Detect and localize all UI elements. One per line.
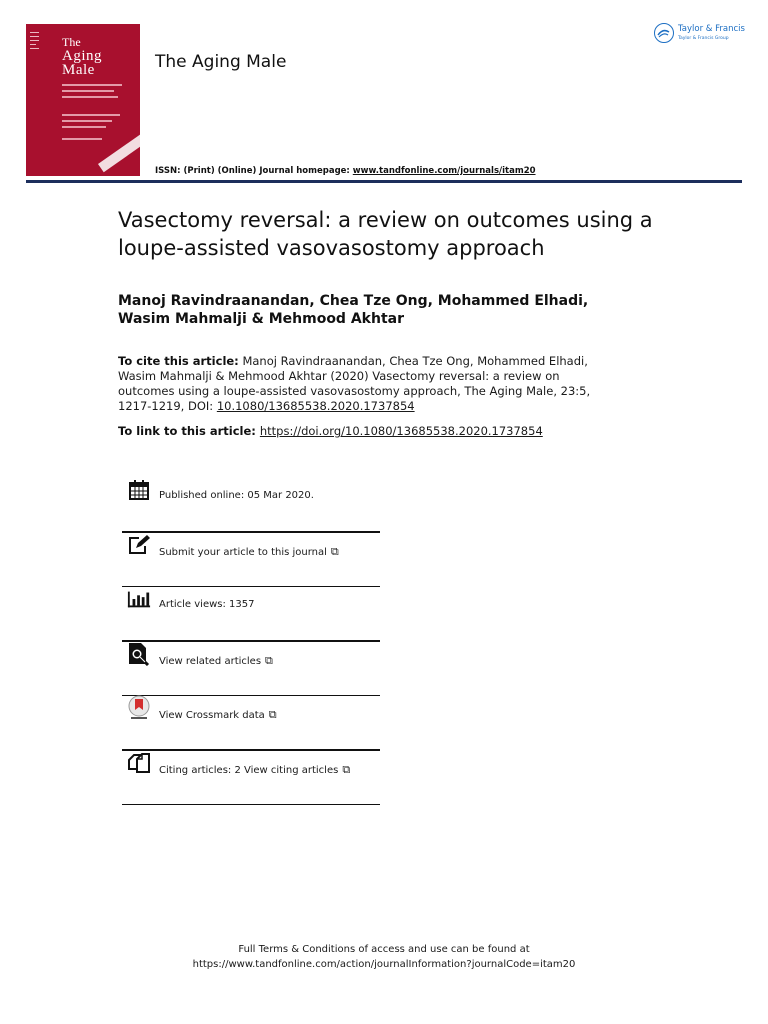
cover-text-line bbox=[62, 120, 112, 122]
bar-chart-icon bbox=[127, 587, 151, 611]
publisher-subtitle: Taylor & Francis Group bbox=[678, 36, 729, 41]
publisher-logo[interactable] bbox=[654, 22, 754, 46]
crossmark-text: View Crossmark data bbox=[159, 710, 265, 721]
journal-homepage-link[interactable]: www.tandfonline.com/journals/itam20 bbox=[352, 166, 536, 176]
footer-terms-link[interactable]: https://www.tandfonline.com/action/journalInformation?journalCode=itam20 bbox=[192, 959, 576, 970]
crossmark-icon bbox=[127, 696, 151, 720]
journal-cover bbox=[26, 24, 140, 176]
calendar-icon bbox=[127, 478, 151, 502]
external-link-icon: ⧉ bbox=[330, 544, 339, 558]
cover-title-line2: Aging bbox=[62, 48, 102, 64]
cover-banner bbox=[98, 124, 140, 172]
cover-text-line bbox=[62, 126, 106, 128]
crossmark-row[interactable] bbox=[122, 696, 380, 749]
cover-text-line bbox=[62, 114, 120, 116]
article-meta-list bbox=[122, 478, 380, 805]
cover-side-text: ▬▬▬ ▬▬▬ ▬▬▬ ▬▬ ▬▬▬ bbox=[30, 30, 39, 50]
article-title: Vasectomy reversal: a review on outcomes using a loupe-assisted vasovasostomy approach bbox=[118, 208, 653, 260]
taylor-francis-logo-icon bbox=[654, 23, 674, 43]
cover-text-line bbox=[62, 90, 114, 92]
cover-title-line1: The bbox=[62, 35, 81, 49]
journal-title: The Aging Male bbox=[155, 52, 287, 72]
search-document-icon bbox=[127, 642, 151, 666]
article-views-text: Article views: 1357 bbox=[159, 599, 255, 610]
article-views-row bbox=[122, 587, 380, 640]
cover-text-line bbox=[62, 96, 118, 98]
footer-terms-text: Full Terms & Conditions of access and use can be found at bbox=[238, 944, 530, 955]
external-link-icon: ⧉ bbox=[342, 762, 351, 776]
cover-title-line3: Male bbox=[62, 62, 95, 78]
header-divider bbox=[26, 180, 742, 183]
article-link-line bbox=[118, 424, 638, 439]
submit-article-link[interactable] bbox=[159, 545, 339, 559]
citing-icon bbox=[127, 751, 151, 775]
external-link-icon: ⧉ bbox=[265, 653, 273, 667]
citing-articles-text: Citing articles: 2 View citing articles bbox=[159, 764, 339, 776]
cite-doi-link[interactable]: 10.1080/13685538.2020.1737854 bbox=[216, 399, 415, 413]
citation-block bbox=[118, 354, 618, 414]
issn-text: ISSN: (Print) (Online) Journal homepage: bbox=[155, 166, 353, 176]
cover-text-line bbox=[62, 138, 102, 140]
issn-line bbox=[155, 166, 536, 176]
related-articles-link[interactable] bbox=[159, 654, 273, 668]
submit-article-row[interactable] bbox=[122, 533, 380, 586]
edit-icon bbox=[127, 533, 151, 557]
terms-footer bbox=[0, 942, 768, 972]
link-label: To link to this article: bbox=[118, 424, 260, 438]
cite-label: To cite this article: bbox=[118, 354, 239, 368]
related-articles-text: View related articles bbox=[159, 655, 262, 667]
citing-articles-link[interactable] bbox=[159, 763, 350, 777]
article-authors: Manoj Ravindraanandan, Chea Tze Ong, Mohammed Elhadi, Wasim Mahmalji & Mehmood Akhtar bbox=[118, 293, 589, 327]
external-link-icon: ⧉ bbox=[268, 708, 277, 721]
submit-article-text: Submit your article to this journal bbox=[159, 546, 327, 558]
related-articles-row[interactable] bbox=[122, 642, 380, 695]
cover-title bbox=[62, 35, 136, 77]
cite-text: Manoj Ravindraanandan, Chea Tze Ong, Mohammed Elhadi, Wasim Mahmalji & Mehmood Akhtar (2020) Vasectomy reversal: a review on outcomes using a loupe-assisted vasovasostomy approach, The Aging Male, 23:5, 1217-1219, DOI: bbox=[118, 354, 591, 413]
publisher-name: Taylor & Francis bbox=[678, 24, 745, 34]
citing-articles-row[interactable] bbox=[122, 751, 380, 804]
cover-text-line bbox=[62, 84, 122, 86]
published-online-row bbox=[122, 478, 380, 531]
crossmark-link[interactable] bbox=[159, 708, 277, 722]
article-doi-link[interactable]: https://doi.org/10.1080/13685538.2020.1737854 bbox=[259, 424, 543, 438]
meta-divider bbox=[122, 804, 380, 806]
published-online-text: Published online: 05 Mar 2020. bbox=[159, 490, 314, 501]
